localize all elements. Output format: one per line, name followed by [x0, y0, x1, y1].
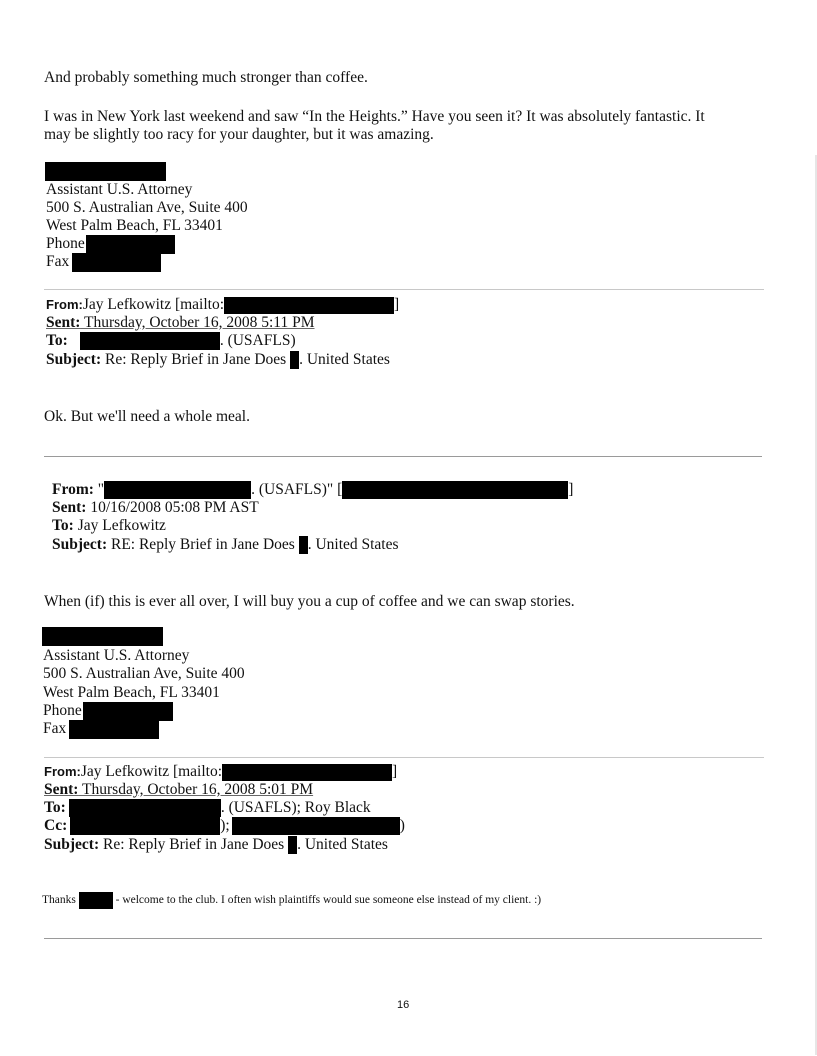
- divider: [44, 938, 762, 939]
- from-value: ": [93, 481, 105, 498]
- email-header-to: [44, 799, 371, 817]
- redaction-box: [232, 817, 400, 835]
- email-header-from: [52, 481, 573, 499]
- email-header-subject: [44, 836, 388, 854]
- from-value: Jay Lefkowitz [mailto:: [82, 296, 225, 313]
- thanks-text: - welcome to the club. I often wish plaintiffs would sue someone else instead of my client. :): [112, 894, 542, 907]
- sent-value: Thursday, October 16, 2008 5:01 PM: [78, 781, 314, 798]
- subject-value: . United States: [307, 536, 399, 553]
- body-text-paragraph: Ok. But we'll need a whole meal.: [44, 408, 250, 425]
- subject-value: . United States: [297, 836, 388, 853]
- sent-value: Thursday, October 16, 2008 5:11 PM: [80, 314, 315, 331]
- redaction-box: [80, 332, 220, 350]
- signature-address: West Palm Beach, FL 33401: [46, 217, 223, 234]
- signature-fax: [43, 720, 159, 739]
- email-header-sent: [52, 499, 259, 517]
- body-text-paragraph: I was in New York last weekend and saw “In the Heights.” Have you seen it? It was absolutely fantastic. It: [44, 108, 705, 125]
- to-label: To:: [46, 332, 68, 349]
- signature-title: Assistant U.S. Attorney: [43, 647, 190, 664]
- subject-value: . United States: [299, 351, 390, 368]
- from-value: Jay Lefkowitz [mailto:: [80, 763, 223, 780]
- phone-label: Phone: [43, 702, 82, 720]
- email-header-subject: [52, 536, 399, 554]
- redaction-box: [299, 536, 308, 554]
- to-label: To:: [44, 799, 66, 816]
- signature-address: West Palm Beach, FL 33401: [43, 684, 220, 701]
- redaction-box: [86, 235, 175, 254]
- from-label: From:: [44, 764, 81, 779]
- redaction-box: [79, 892, 113, 909]
- email-header-sent: [46, 314, 315, 332]
- redaction-box: [69, 799, 221, 817]
- subject-value: RE: Reply Brief in Jane Does: [107, 536, 299, 553]
- cc-value: );: [220, 817, 230, 834]
- signature-address: 500 S. Australian Ave, Suite 400: [46, 199, 248, 216]
- subject-value: Re: Reply Brief in Jane Does: [101, 351, 291, 368]
- bracket: ]: [392, 763, 398, 780]
- to-value: . (USAFLS); Roy Black: [220, 799, 371, 816]
- from-label: From:: [46, 297, 83, 312]
- email-header-from: [44, 763, 397, 781]
- bracket: ]: [568, 481, 574, 498]
- subject-label: Subject:: [44, 836, 100, 853]
- page-number: 16: [397, 999, 410, 1011]
- fax-label: Fax: [46, 253, 70, 271]
- body-text-paragraph: And probably something much stronger than coffee.: [44, 69, 368, 86]
- subject-label: Subject:: [46, 351, 102, 368]
- divider: [44, 456, 762, 457]
- to-label: To:: [52, 517, 74, 534]
- from-label: From:: [52, 481, 94, 498]
- divider: [44, 289, 764, 290]
- redaction-box: [288, 836, 297, 854]
- redaction-box: [290, 351, 299, 369]
- subject-label: Subject:: [52, 536, 108, 553]
- redaction-box: [104, 481, 251, 499]
- email-header-subject: [46, 351, 390, 369]
- body-text-paragraph: [42, 892, 541, 909]
- thanks-text: Thanks: [42, 894, 79, 907]
- signature-address: 500 S. Australian Ave, Suite 400: [43, 665, 245, 682]
- to-value: . (USAFLS): [219, 332, 296, 349]
- sent-label: Sent:: [46, 314, 81, 331]
- email-header-to: [46, 332, 296, 350]
- redaction-box: [342, 481, 568, 499]
- body-text-paragraph: When (if) this is ever all over, I will buy you a cup of coffee and we can swap stories.: [44, 593, 575, 610]
- redaction-box: [83, 702, 173, 721]
- redaction-box: [42, 627, 163, 646]
- cc-value: ): [399, 817, 405, 834]
- email-header-from: [46, 296, 399, 314]
- divider: [44, 757, 764, 758]
- email-header-sent: [44, 781, 313, 799]
- redaction-box: [45, 162, 166, 181]
- redaction-box: [69, 720, 159, 739]
- sent-label: Sent:: [52, 499, 87, 516]
- redaction-box: [70, 817, 220, 835]
- body-text-paragraph: may be slightly too racy for your daughter, but it was amazing.: [44, 126, 434, 143]
- email-header-to: [52, 517, 166, 535]
- signature-title: Assistant U.S. Attorney: [46, 181, 193, 198]
- redaction-box: [224, 297, 394, 314]
- redaction-box: [222, 764, 392, 781]
- from-value: . (USAFLS)" [: [251, 481, 343, 498]
- sent-label: Sent:: [44, 781, 79, 798]
- signature-phone: [43, 702, 173, 721]
- fax-label: Fax: [43, 720, 67, 738]
- signature-fax: [46, 253, 161, 272]
- subject-value: Re: Reply Brief in Jane Does: [99, 836, 289, 853]
- phone-label: Phone: [46, 235, 85, 253]
- to-value: Jay Lefkowitz: [73, 517, 166, 534]
- bracket: ]: [394, 296, 400, 313]
- redaction-box: [72, 253, 161, 272]
- email-header-cc: [44, 817, 405, 835]
- cc-label: Cc:: [44, 817, 68, 834]
- signature-phone: [46, 235, 175, 254]
- sent-value: 10/16/2008 05:08 PM AST: [86, 499, 259, 516]
